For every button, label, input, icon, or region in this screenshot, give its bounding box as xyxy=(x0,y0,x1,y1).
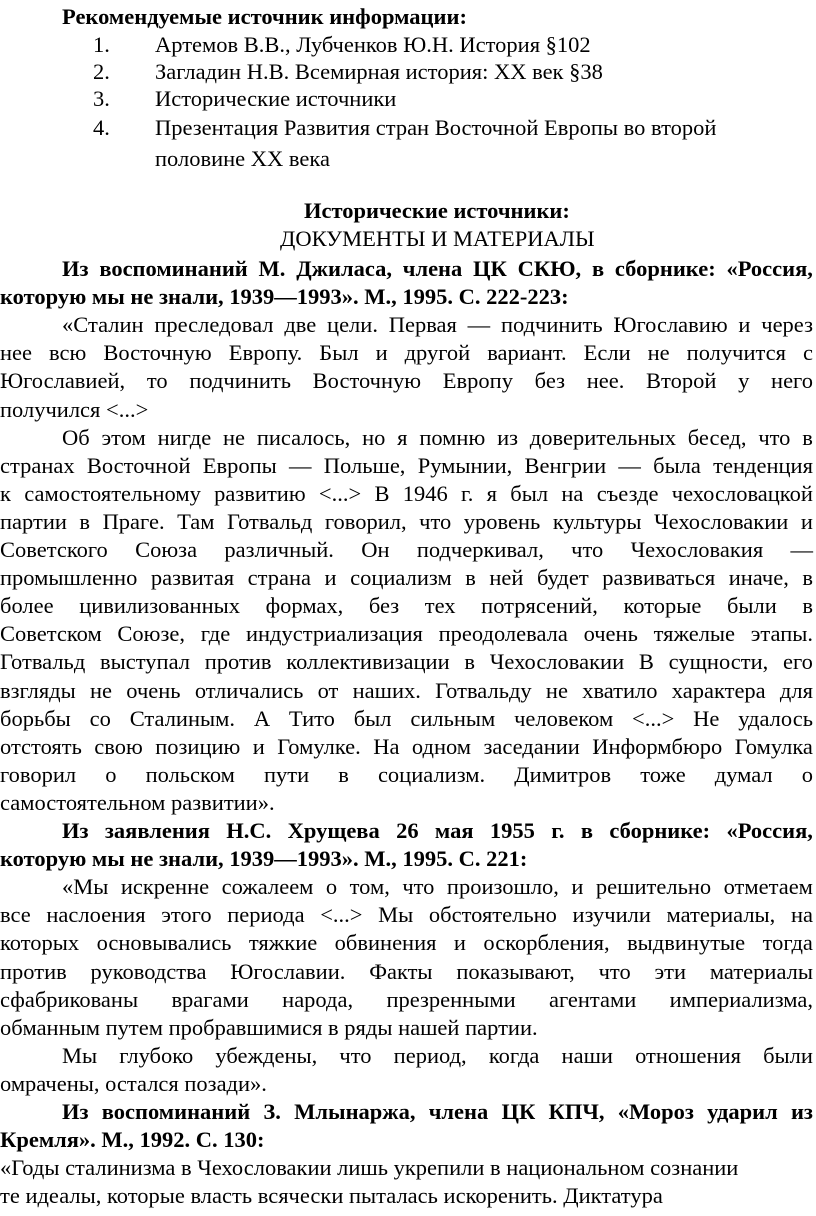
word: Там xyxy=(177,509,215,534)
word: бесед, xyxy=(687,425,747,450)
word: был xyxy=(510,481,549,506)
word: сфабрикованы xyxy=(0,987,139,1012)
sources-heading: Рекомендуемые источник информации: xyxy=(62,4,467,29)
word: Мы xyxy=(62,1043,98,1068)
word: 26 xyxy=(396,818,419,843)
word: Европу xyxy=(442,368,513,393)
word: тенденция xyxy=(713,453,813,478)
word: Венгрии xyxy=(524,453,607,478)
word: говорил, xyxy=(324,509,407,534)
word: эти xyxy=(654,959,687,984)
word: различный. xyxy=(224,537,334,562)
word: с xyxy=(802,340,813,365)
word: отличались xyxy=(194,678,304,703)
word: Чехословакия xyxy=(630,537,764,562)
word: г. xyxy=(551,818,565,843)
word: «Мы xyxy=(62,874,109,899)
source-citation-line xyxy=(62,258,813,281)
quote-text-line xyxy=(62,876,813,899)
word: то xyxy=(146,368,168,393)
word: преследовал xyxy=(154,312,274,337)
word: Если xyxy=(583,340,631,365)
word: Румынии, xyxy=(417,453,513,478)
word: другой xyxy=(404,340,471,365)
word: Союзе, xyxy=(117,621,185,646)
word: руководства xyxy=(90,959,207,984)
word: самостоятельному xyxy=(24,481,201,506)
word: в xyxy=(802,425,813,450)
word: ней xyxy=(489,565,524,590)
source-number: 2. xyxy=(93,59,110,84)
word: агентами xyxy=(548,987,637,1012)
source-number: 4. xyxy=(93,115,110,140)
word: Из xyxy=(62,818,89,843)
word: М. xyxy=(258,256,286,281)
word: «Россия, xyxy=(726,256,813,281)
word: Советском xyxy=(0,621,102,646)
quote-text-line xyxy=(0,511,813,534)
word: Чехословакии xyxy=(654,509,789,534)
word: «Сталин xyxy=(62,312,144,337)
word: была xyxy=(653,453,701,478)
word: Второй xyxy=(646,368,717,393)
word: на xyxy=(790,902,813,927)
word: Югославией, xyxy=(0,368,126,393)
word: Он xyxy=(361,537,390,562)
word: выдвинутые xyxy=(627,930,746,955)
word: что xyxy=(571,537,604,562)
word: этого xyxy=(161,902,212,927)
word: 1946 xyxy=(402,481,448,506)
quote-text-line xyxy=(0,342,813,365)
word: нее xyxy=(0,340,33,365)
quote-text-line xyxy=(0,764,813,787)
quote-text-line xyxy=(0,904,813,927)
word: Югославии. xyxy=(230,959,346,984)
word: народа, xyxy=(282,987,354,1012)
word: но xyxy=(362,425,386,450)
word: <...> xyxy=(318,481,362,506)
word: <...> xyxy=(632,706,675,731)
section-subtitle: ДОКУМЕНТЫ И МАТЕРИАЛЫ xyxy=(280,226,595,251)
word: страна xyxy=(247,565,311,590)
word: сборнике: xyxy=(609,818,711,843)
word: и xyxy=(252,734,265,759)
word: нигде xyxy=(157,425,212,450)
word: промышленно xyxy=(0,565,138,590)
quote-text-line xyxy=(0,567,813,590)
word: <...> xyxy=(320,902,363,927)
word: о xyxy=(801,762,813,787)
word: и xyxy=(738,312,751,337)
word: не xyxy=(222,425,246,450)
word: писалось, xyxy=(256,425,351,450)
source-item-text: Презентация Развития стран Восточной Европы во второй xyxy=(155,115,717,140)
word: подчеркивал, xyxy=(416,537,544,562)
word: не xyxy=(90,678,113,703)
word: г. xyxy=(461,481,474,506)
word: две xyxy=(284,312,317,337)
word: А xyxy=(253,706,271,731)
word: него xyxy=(771,368,813,393)
word: в xyxy=(802,593,813,618)
word: этапы. xyxy=(750,621,813,646)
source-citation-line xyxy=(62,820,813,843)
word: ЦК xyxy=(473,256,507,281)
word: вариант. xyxy=(487,340,567,365)
word: Европу. xyxy=(228,340,303,365)
word: из xyxy=(497,425,518,450)
word: будет xyxy=(537,565,589,590)
word: ЦК xyxy=(501,1099,536,1124)
word: Факты xyxy=(369,959,433,984)
quote-text-line xyxy=(0,595,813,618)
word: Димитров xyxy=(514,762,612,787)
source-number: 1. xyxy=(93,32,110,57)
word: члена xyxy=(428,1099,489,1124)
quote-text-line: самостоятельном развитии». xyxy=(0,790,275,815)
word: пути xyxy=(263,762,310,787)
word: Первая xyxy=(388,312,457,337)
quote-text-line xyxy=(0,370,813,393)
word: решительно xyxy=(595,874,712,899)
word: искренне xyxy=(120,874,210,899)
quote-text-line xyxy=(62,1045,813,1068)
word: уровень xyxy=(463,509,541,534)
word: съезде xyxy=(596,481,659,506)
word: Хрущева xyxy=(287,818,380,843)
word: формах, xyxy=(265,593,344,618)
source-citation-line: Кремля». М., 1992. С. 130: xyxy=(0,1127,265,1152)
word: странах xyxy=(0,453,75,478)
word: Готвальду xyxy=(435,678,532,703)
quote-text-line: омрачены, остался позади». xyxy=(0,1071,267,1096)
word: развитая xyxy=(150,565,235,590)
word: человеком xyxy=(514,706,614,731)
word: сборнике: xyxy=(614,256,716,281)
source-item-text: Исторические источники xyxy=(155,86,397,111)
word: оскорбления, xyxy=(483,930,610,955)
word: был xyxy=(353,706,392,731)
word: Был xyxy=(319,340,359,365)
word: отметаем xyxy=(723,874,813,899)
word: тяжелые xyxy=(653,621,736,646)
word: Восточной xyxy=(86,453,191,478)
word: в xyxy=(465,565,476,590)
word: всю xyxy=(49,340,87,365)
word: о xyxy=(325,874,338,899)
word: наши xyxy=(561,1043,613,1068)
word: против xyxy=(0,959,67,984)
quote-text-line: обманным путем пробравшимися в ряды нашей партии. xyxy=(0,1015,538,1040)
word: без xyxy=(368,593,400,618)
word: обстоятельно xyxy=(428,902,557,927)
word: Н.С. xyxy=(226,818,272,843)
quote-text-line xyxy=(62,314,813,337)
word: более xyxy=(0,593,54,618)
source-citation-line xyxy=(62,1101,813,1124)
word: не xyxy=(545,678,568,703)
word: в xyxy=(580,818,594,843)
word: и xyxy=(453,930,466,955)
word: Польше, xyxy=(323,453,406,478)
word: презренными xyxy=(386,987,516,1012)
quote-text-line xyxy=(0,455,813,478)
quote-text-line xyxy=(0,651,813,674)
source-item-text: Артемов В.В., Лубченков Ю.Н. История §102 xyxy=(155,32,591,57)
quote-text-line xyxy=(0,483,813,506)
quote-text-line xyxy=(0,708,813,731)
word: обвинения xyxy=(334,930,437,955)
source-citation-line: которую мы не знали, 1939—1993». М., 1995. С. 222-223: xyxy=(0,284,569,309)
word: отношения xyxy=(635,1043,741,1068)
word: На xyxy=(373,734,400,759)
quote-text-line: «Годы сталинизма в Чехословакии лишь укрепили в национальном сознании xyxy=(0,1155,739,1180)
word: Мы xyxy=(378,902,414,927)
word: воспоминаний xyxy=(99,256,248,281)
word: для xyxy=(779,678,813,703)
word: без xyxy=(534,368,565,393)
word: — xyxy=(790,537,813,562)
word: отстоять xyxy=(0,734,82,759)
word: преодолевала xyxy=(438,621,568,646)
word: З. xyxy=(263,1099,281,1124)
word: на xyxy=(561,481,584,506)
word: свою xyxy=(94,734,143,759)
word: помню xyxy=(419,425,486,450)
word: когда xyxy=(488,1043,540,1068)
word: чехословацкой xyxy=(671,481,813,506)
word: 1955 xyxy=(489,818,535,843)
word: цели. xyxy=(327,312,378,337)
word: заявления xyxy=(104,818,210,843)
word: о xyxy=(105,762,117,787)
word: были xyxy=(726,593,777,618)
word: Информбюро xyxy=(592,734,723,759)
word: удалось xyxy=(738,706,813,731)
word: период, xyxy=(393,1043,467,1068)
word: к xyxy=(0,481,11,506)
word: в xyxy=(338,762,349,787)
word: и xyxy=(324,565,337,590)
word: что xyxy=(339,1043,372,1068)
word: заседании xyxy=(483,734,580,759)
word: и xyxy=(571,874,584,899)
quote-text-line xyxy=(0,989,813,1012)
word: Союза xyxy=(135,537,198,562)
word: социализм xyxy=(350,565,452,590)
word: польском xyxy=(145,762,235,787)
word: я xyxy=(486,481,498,506)
word: в xyxy=(464,649,476,674)
word: Восточную xyxy=(103,340,212,365)
quote-text-line xyxy=(0,736,813,759)
word: Сталиным. xyxy=(129,706,235,731)
word: Джиласа, xyxy=(296,256,392,281)
quote-text-line xyxy=(0,623,813,646)
word: сильным xyxy=(410,706,496,731)
word: Чехословакии xyxy=(489,649,625,674)
word: — xyxy=(618,453,641,478)
word: Восточную xyxy=(312,368,422,393)
word: развитию xyxy=(214,481,306,506)
word: наслоения xyxy=(46,902,146,927)
word: хватило xyxy=(582,678,658,703)
word: показывают, xyxy=(456,959,575,984)
word: борьбы xyxy=(0,706,71,731)
word: очень xyxy=(583,621,638,646)
word: от xyxy=(317,678,339,703)
word: материалы, xyxy=(666,902,776,927)
word: подчинить xyxy=(500,312,603,337)
word: которые xyxy=(623,593,702,618)
word: «Россия, xyxy=(726,818,813,843)
source-number: 3. xyxy=(93,86,110,111)
word: что xyxy=(598,959,631,984)
word: сожалеем xyxy=(221,874,314,899)
quote-text-line: получился <...> xyxy=(0,397,149,422)
word: все xyxy=(0,902,31,927)
word: Советского xyxy=(0,537,108,562)
word: которых xyxy=(0,930,80,955)
word: сущности, xyxy=(668,649,769,674)
word: тоже xyxy=(640,762,686,787)
word: врагами xyxy=(171,987,249,1012)
word: в xyxy=(79,509,91,534)
word: — xyxy=(289,453,312,478)
word: партии xyxy=(0,509,67,534)
word: думал xyxy=(714,762,773,787)
word: КПЧ, xyxy=(548,1099,605,1124)
word: со xyxy=(89,706,111,731)
word: ударил xyxy=(707,1099,778,1124)
word: социализм. xyxy=(377,762,486,787)
word: говорил xyxy=(0,762,77,787)
word: развиваться xyxy=(602,565,716,590)
word: против xyxy=(204,649,272,674)
quote-text-line xyxy=(0,961,813,984)
word: взгляды xyxy=(0,678,76,703)
word: где xyxy=(200,621,231,646)
word: Европы xyxy=(202,453,277,478)
word: том, xyxy=(349,874,390,899)
word: мая xyxy=(434,818,474,843)
word: иначе, xyxy=(728,565,789,590)
word: цивилизованных xyxy=(79,593,240,618)
quote-text-line xyxy=(0,539,813,562)
quote-text-line xyxy=(0,932,813,955)
word: Не xyxy=(693,706,720,731)
word: Тито xyxy=(288,706,335,731)
word: индустриализация xyxy=(245,621,423,646)
source-item-text: половине XX века xyxy=(155,146,330,171)
word: в xyxy=(591,256,605,281)
word: этом xyxy=(101,425,146,450)
word: подчинить xyxy=(189,368,291,393)
word: Югославию xyxy=(613,312,728,337)
word: выступал xyxy=(100,649,190,674)
word: и xyxy=(800,509,813,534)
word: доверительных xyxy=(529,425,676,450)
word: глубоко xyxy=(119,1043,194,1068)
word: — xyxy=(467,312,491,337)
word: я xyxy=(397,425,408,450)
word: и xyxy=(375,340,388,365)
word: Из xyxy=(62,256,89,281)
word: очень xyxy=(126,678,181,703)
word: материалы xyxy=(709,959,813,984)
word: у xyxy=(738,368,750,393)
source-citation-line: которую мы не знали, 1939—1993». М., 1995. С. 221: xyxy=(0,846,528,871)
word: Гомулке. xyxy=(277,734,361,759)
word: изучили xyxy=(572,902,651,927)
quote-text-line xyxy=(0,680,813,703)
word: основывались xyxy=(96,930,232,955)
word: Млынаржа, xyxy=(294,1099,416,1124)
word: тяжкие xyxy=(248,930,318,955)
word: Из xyxy=(62,1099,89,1124)
word: «Мороз xyxy=(617,1099,694,1124)
quote-text-line: те идеалы, которые власть всячески пыталась искоренить. Диктатура xyxy=(0,1183,663,1208)
word: нее. xyxy=(586,368,625,393)
word: В xyxy=(374,481,390,506)
quote-text-line xyxy=(62,427,813,450)
word: Об xyxy=(62,425,90,450)
word: не xyxy=(647,340,670,365)
word: потрясений, xyxy=(481,593,598,618)
word: через xyxy=(761,312,813,337)
word: характера xyxy=(671,678,766,703)
word: СКЮ, xyxy=(517,256,582,281)
section-title: Исторические источники: xyxy=(304,198,570,223)
word: получится xyxy=(686,340,786,365)
word: одном xyxy=(411,734,472,759)
word: позицию xyxy=(155,734,241,759)
word: В xyxy=(638,649,654,674)
word: из xyxy=(790,1099,813,1124)
word: Праге. xyxy=(102,509,165,534)
word: Готвальд xyxy=(227,509,313,534)
word: наших. xyxy=(352,678,421,703)
word: Гомулка xyxy=(734,734,813,759)
word: члена xyxy=(402,256,463,281)
word: убеждены, xyxy=(215,1043,318,1068)
word: что xyxy=(419,509,452,534)
word: его xyxy=(783,649,813,674)
word: Готвальд xyxy=(0,649,86,674)
word: империализма, xyxy=(669,987,813,1012)
word: коллективизации xyxy=(286,649,450,674)
word: воспоминаний xyxy=(101,1099,251,1124)
word: были xyxy=(763,1043,813,1068)
word: что xyxy=(402,874,435,899)
word: тогда xyxy=(762,930,813,955)
word: культуры xyxy=(552,509,642,534)
word: что xyxy=(758,425,791,450)
word: периода xyxy=(227,902,305,927)
word: в xyxy=(802,565,813,590)
source-item-text: Загладин Н.В. Всемирная история: XX век §38 xyxy=(155,59,603,84)
word: тех xyxy=(424,593,456,618)
word: произошло, xyxy=(446,874,559,899)
